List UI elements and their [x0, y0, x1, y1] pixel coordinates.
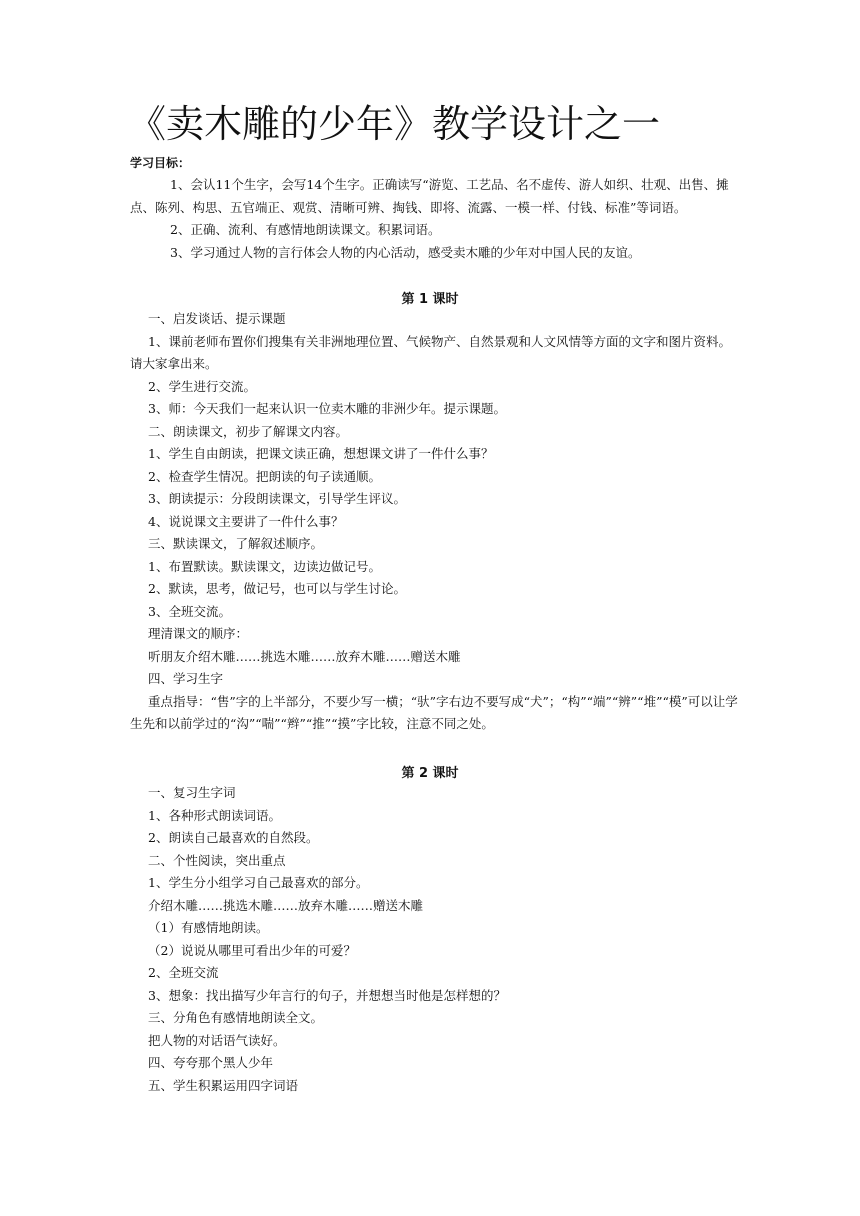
- objective-item: 2、正确、流利、有感情地朗读课文。积累词语。: [170, 222, 441, 237]
- content-line: 3、全班交流。: [148, 603, 231, 619]
- content-line: （1）有感情地朗读。: [148, 920, 269, 935]
- content-line: 二、朗读课文，初步了解课文内容。: [148, 423, 349, 439]
- content-line: 3、想象：找出描写少年言行的句子，并想想当时他是怎样想的？: [148, 987, 506, 1003]
- content-line: 三、分角色有感情地朗读全文。: [148, 1010, 324, 1025]
- content-line: 三、默读课文，了解叙述顺序。: [148, 536, 324, 551]
- document-title: 《卖木雕的少年》教学设计之一: [128, 102, 661, 146]
- content-line: 四、夸夸那个黑人少年: [148, 1055, 274, 1070]
- objectives-label: 学习目标：: [130, 156, 191, 170]
- lesson2-content: [130, 782, 738, 1097]
- content-line: 二、个性阅读，突出重点: [148, 852, 286, 868]
- content-line: （2）说说从哪里可看出少年的可爱？: [148, 942, 356, 958]
- objective-item: 1、会认11个生字，会写14个生字。正确读写“游览、工艺品、名不虚传、游人如织、壮观、出售、摊点、陈列、构思、五官端正、观赏、清晰可辨、掏钱、即将、流露、一模一样、付钱、标准”等词语。: [130, 177, 729, 215]
- objectives-list: [130, 174, 738, 264]
- content-line: 2、朗读自己最喜欢的自然段。: [148, 830, 319, 845]
- content-line: 把人物的对话语气读好。: [148, 1032, 286, 1048]
- lesson1-content: [130, 308, 738, 736]
- content-line: 3、朗读提示：分段朗读课文，引导学生评议。: [148, 491, 406, 506]
- content-line: 1、课前老师布置你们搜集有关非洲地理位置、气候物产、自然景观和人文风情等方面的文字和图片资料。请大家拿出来。: [130, 333, 731, 371]
- content-line: 3、师：今天我们一起来认识一位卖木雕的非洲少年。提示课题。: [148, 401, 506, 416]
- content-line: 重点指导：“售”字的上半部分，不要少写一横；“驮”字右边不要写成“犬”；“构”“端”“辨”“堆”“模”可以让学生先和以前学过的“沟”“喘”“辫”“推”“摸”字比较，注意不同之处。: [130, 693, 738, 731]
- content-line: 1、学生自由朗读，把课文读正确，想想课文讲了一件什么事？: [148, 446, 494, 461]
- content-line: 1、布置默读。默读课文，边读边做记号。: [148, 558, 381, 574]
- objective-item: 3、学习通过人物的言行体会人物的内心活动，感受卖木雕的少年对中国人民的友谊。: [170, 244, 641, 260]
- content-line: 听朋友介绍木雕……挑选木雕……放弃木雕……赠送木雕: [148, 648, 461, 664]
- content-line: 理清课文的顺序：: [148, 626, 249, 641]
- lesson1-heading: 第 1 课时: [401, 292, 459, 307]
- content-line: 一、复习生字词: [148, 785, 236, 800]
- content-line: 2、默读，思考，做记号，也可以与学生讨论。: [148, 581, 406, 596]
- content-line: 2、全班交流: [148, 965, 219, 980]
- content-line: 一、启发谈话、提示课题: [148, 311, 286, 326]
- content-line: 4、说说课文主要讲了一件什么事？: [148, 513, 344, 529]
- lesson2-heading: 第 2 课时: [401, 766, 459, 781]
- content-line: 四、学习生字: [148, 671, 224, 686]
- content-line: 介绍木雕……挑选木雕……放弃木雕……赠送木雕: [148, 897, 424, 913]
- content-line: 1、各种形式朗读词语。: [148, 807, 281, 823]
- content-line: 2、检查学生情况。把朗读的句子读通顺。: [148, 468, 381, 484]
- content-line: 五、学生积累运用四字词语: [148, 1077, 299, 1093]
- content-line: 1、学生分小组学习自己最喜欢的部分。: [148, 875, 369, 890]
- content-line: 2、学生进行交流。: [148, 378, 256, 394]
